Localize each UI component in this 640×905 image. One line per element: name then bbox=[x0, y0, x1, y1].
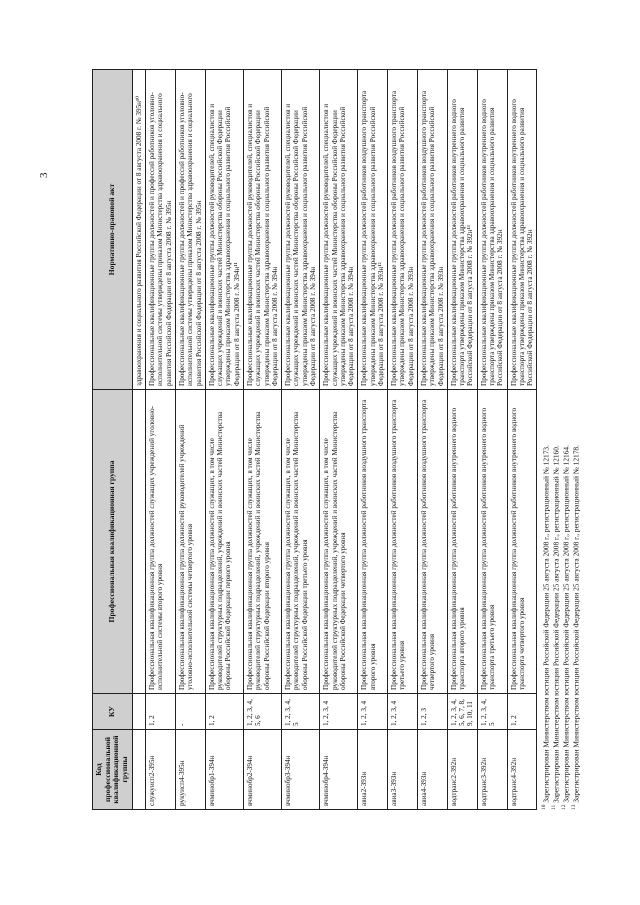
cell-group: Профессиональная квалификационная группа должностей работников внутреннего водного транспорта четвертого уровня bbox=[507, 390, 537, 694]
cell-act: Профессиональные квалификационные группы должностей руководителей, специалистов и служащих учреждений и воинских частей Министерства обороны Российской Федерации утверждены приказом Министерства здравоохранения и социального развития Российской Федерации от 8 августа 2008 г. № 394н¹¹ bbox=[205, 70, 243, 390]
cell-act: Профессиональные квалификационные группы должностей работников внутреннего водного транспорта утверждены приказом Министерства здравоохранения и социального развития Российской Федерации от 8 августа 2008 г. № 392н¹³ bbox=[447, 70, 477, 390]
footnote-number: 12 bbox=[560, 804, 567, 810]
cell-code: вчминобр2-394н bbox=[243, 730, 281, 810]
cell-ku: 1, 2, 3, 4 bbox=[320, 694, 358, 730]
qualification-groups-table bbox=[92, 69, 537, 810]
cell-ku bbox=[132, 694, 145, 730]
footnote bbox=[541, 70, 551, 810]
cell-code: авиа3-393н bbox=[388, 730, 418, 810]
footnote-text: Зарегистрирован Министерством юстиции Российской Федерации 25 августа 2008 г., регистрационный № 12160. bbox=[551, 445, 561, 803]
cell-group: Профессиональная квалификационная группа должностей работников внутреннего водного транспорта второго уровня bbox=[447, 390, 477, 694]
cell-code: водтранс2-392н bbox=[447, 730, 477, 810]
cell-act: Профессиональные квалификационные группы должностей руководителей, специалистов и служащих учреждений и воинских частей Министерства обороны Российской Федерации утверждены приказом Министерства здравоохранения и социального развития Российской Федерации от 8 августа 2008 г. № 394н bbox=[320, 70, 358, 390]
rotated-page-content bbox=[92, 70, 581, 810]
cell-group: Профессиональная квалификационная группа должностей руководителей учреждений уголовно-исполнительной системы четвертого уровня bbox=[176, 390, 206, 694]
footnote-number: 13 bbox=[570, 804, 577, 810]
footnote-text: Зарегистрирован Министерством юстиции Российской Федерации 25 августа 2008 г., регистрационный № 12173. bbox=[541, 445, 551, 803]
table-row bbox=[418, 70, 448, 810]
page-number: 3 bbox=[38, 172, 50, 178]
table-row bbox=[243, 70, 281, 810]
cell-ku: - bbox=[176, 694, 206, 730]
table-row bbox=[205, 70, 243, 810]
footnote bbox=[551, 70, 561, 810]
cell-code: служуисп2-395н bbox=[146, 730, 176, 810]
table-row bbox=[132, 70, 145, 810]
header-group: Профессиональная квалификационная группа bbox=[93, 390, 133, 694]
cell-ku: 1, 2, 3 bbox=[418, 694, 448, 730]
header-code: Код профессиональной квалификационной группы bbox=[93, 730, 133, 810]
cell-ku: 1, 2 bbox=[507, 694, 537, 730]
table-row bbox=[447, 70, 477, 810]
cell-code: авиа4-393н bbox=[418, 730, 448, 810]
cell-ku: 1, 2 bbox=[146, 694, 176, 730]
footnote bbox=[561, 70, 571, 810]
cell-act: Профессиональные квалификационные группы должностей работников воздушного транспорта утверждены приказом Министерства здравоохранения и социального развития Российской Федерации от 8 августа 2008 г. № 393н bbox=[388, 70, 418, 390]
cell-act: Профессиональные квалификационные группы должностей и профессий работников уголовно-исполнительной системы утверждены приказом Министерства здравоохранения и социального развития Российской Федерации от 8 августа 2008 г. № 395н bbox=[146, 70, 176, 390]
cell-ku: 1, 2, 3, 4, 5 bbox=[477, 694, 507, 730]
table-row bbox=[320, 70, 358, 810]
cell-code: рукуисп4-395н bbox=[176, 730, 206, 810]
cell-code bbox=[132, 730, 145, 810]
cell-act: Профессиональные квалификационные группы должностей работников внутреннего водного транспорта утверждены приказом Министерства здравоохранения и социального развития Российской Федерации от 8 августа 2008 г. № 392н bbox=[507, 70, 537, 390]
cell-group: Профессиональная квалификационная группа должностей работников воздушного транспорта четвертого уровня bbox=[418, 390, 448, 694]
cell-act: Профессиональные квалификационные группы должностей и профессий работников уголовно-исполнительной системы утверждены приказом Министерства здравоохранения и социального развития Российской Федерации от 8 августа 2008 г. № 395н bbox=[176, 70, 206, 390]
cell-act: Профессиональные квалификационные группы должностей руководителей, специалистов и служащих учреждений и воинских частей Министерства обороны Российской Федерации утверждены приказом Министерства здравоохранения и социального развития Российской Федерации от 8 августа 2008 г. № 394н bbox=[282, 70, 320, 390]
cell-code: вчминобр3-394н bbox=[282, 730, 320, 810]
footnote bbox=[571, 70, 581, 810]
cell-code: водтранс3-392н bbox=[477, 730, 507, 810]
cell-act: Профессиональные квалификационные группы должностей работников воздушного транспорта утверждены приказом Министерства здравоохранения и социального развития Российской Федерации от 8 августа 2008 г. № 393н bbox=[418, 70, 448, 390]
cell-group: Профессиональная квалификационная группа должностей работников воздушного транспорта третьего уровня bbox=[388, 390, 418, 694]
footnote-number: 10 bbox=[541, 804, 548, 810]
table-row bbox=[507, 70, 537, 810]
table-body bbox=[132, 70, 537, 810]
cell-group: Профессиональная квалификационная группа должностей служащих, в том числе руководителей структурных подразделений, учреждений и воинских частей Министерства обороны Российской Федерации первого уровня bbox=[205, 390, 243, 694]
cell-ku: 1, 2, 3, 4 bbox=[358, 694, 388, 730]
cell-act: здравоохранения и социального развития Российской Федерации от 8 августа 2008 г. № 395н¹⁰ bbox=[132, 70, 145, 390]
cell-code: вчминобр4-394н bbox=[320, 730, 358, 810]
cell-act: Профессиональные квалификационные группы должностей руководителей, специалистов и служащих учреждений и воинских частей Министерства обороны Российской Федерации утверждены приказом Министерства здравоохранения и социального развития Российской Федерации от 8 августа 2008 г. № 394н bbox=[243, 70, 281, 390]
table-row bbox=[358, 70, 388, 810]
cell-group: Профессиональная квалификационная группа должностей работников воздушного транспорта второго уровня bbox=[358, 390, 388, 694]
cell-group: Профессиональная квалификационная группа должностей служащих, в том числе руководителей структурных подразделений, учреждений и воинских частей Министерства обороны Российской Федерации третьего уровня bbox=[282, 390, 320, 694]
table-row bbox=[176, 70, 206, 810]
cell-act: Профессиональные квалификационные группы должностей работников внутреннего водного транспорта утверждены приказом Министерства здравоохранения и социального развития Российской Федерации от 8 августа 2008 г. № 392н bbox=[477, 70, 507, 390]
table-header-row bbox=[93, 70, 133, 810]
cell-group: Профессиональная квалификационная группа должностей служащих, в том числе руководителей структурных подразделений, учреждений и воинских частей Министерства обороны Российской Федерации четвертого уровня bbox=[320, 390, 358, 694]
cell-ku: 1, 2, 3, 4, 5 bbox=[282, 694, 320, 730]
cell-act: Профессиональные квалификационные группы должностей работников воздушного транспорта утверждены приказом Министерства здравоохранения и социального развития Российской Федерации от 8 августа 2008 г. № 393н¹² bbox=[358, 70, 388, 390]
cell-code: авиа2-393н bbox=[358, 730, 388, 810]
footnote-number: 11 bbox=[551, 804, 558, 810]
cell-group: Профессиональная квалификационная группа должностей служащих, в том числе руководителей структурных подразделений, учреждений и воинских частей Министерства обороны Российской Федерации второго уровня bbox=[243, 390, 281, 694]
table-row bbox=[282, 70, 320, 810]
table-row bbox=[477, 70, 507, 810]
cell-code: вчминобр1-394н bbox=[205, 730, 243, 810]
header-ku: КУ bbox=[93, 694, 133, 730]
cell-code: водтранс4-392н bbox=[507, 730, 537, 810]
cell-group: Профессиональная квалификационная группа должностей служащих учреждений уголовно-исполнительной системы второго уровня bbox=[146, 390, 176, 694]
cell-ku: 1, 2, 3, 4 bbox=[388, 694, 418, 730]
table-row bbox=[146, 70, 176, 810]
cell-ku: 1, 2 bbox=[205, 694, 243, 730]
footnote-text: Зарегистрирован Министерством юстиции Российской Федерации 25 августа 2008 г., регистрационный № 12178. bbox=[571, 445, 581, 803]
cell-ku: 1, 2, 3, 4, 5, 6 bbox=[243, 694, 281, 730]
footnote-text: Зарегистрирован Министерством юстиции Российской Федерации 25 августа 2008 г., регистрационный № 12164. bbox=[561, 445, 571, 803]
cell-group: Профессиональная квалификационная группа должностей работников внутреннего водного транспорта третьего уровня bbox=[477, 390, 507, 694]
header-act: Нормативно-правовой акт bbox=[93, 70, 133, 390]
cell-group bbox=[132, 390, 145, 694]
table-row bbox=[388, 70, 418, 810]
footnotes bbox=[541, 70, 580, 810]
cell-ku: 1, 2, 3, 4, 5, 6, 7, 8, 9, 10, 11 bbox=[447, 694, 477, 730]
